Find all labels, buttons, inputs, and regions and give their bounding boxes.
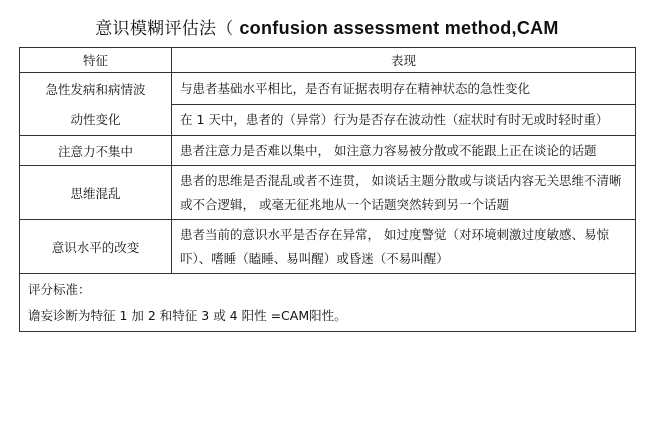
- description-cell: 在 1 天中，患者的（异常）行为是否存在波动性（症状时有时无或时轻时重）: [172, 104, 636, 136]
- title-english: confusion assessment method,CAM: [239, 18, 559, 38]
- title-chinese: 意识模糊评估法（: [95, 19, 234, 39]
- column-header-description: 表现: [172, 48, 636, 73]
- scoring-label: 评分标准：: [28, 282, 91, 297]
- feature-cell: 意识水平的改变: [20, 220, 172, 274]
- table-row: [20, 73, 636, 105]
- feature-cell: 思维混乱: [20, 166, 172, 220]
- feature-label-line2: 动性变化: [70, 112, 121, 127]
- scoring-footer-row: [20, 274, 636, 332]
- column-header-feature: 特征: [20, 48, 172, 73]
- description-cell: 与患者基础水平相比，是否有证据表明存在精神状态的急性变化: [172, 73, 636, 105]
- description-cell: 患者当前的意识水平是否存在异常， 如过度警觉（对环境刺激过度敏感、易惊吓）、嗜睡（瞌睡、易叫醒）或昏迷（不易叫醒）: [172, 220, 636, 274]
- table-header-row: [20, 48, 636, 73]
- scoring-criteria-cell: [20, 274, 636, 332]
- feature-cell: [20, 73, 172, 136]
- scoring-criteria-text: 谵妄诊断为特征 1 加 2 和特征 3 或 4 阳性 =CAM阳性。: [28, 308, 347, 323]
- feature-cell: 注意力不集中: [20, 136, 172, 166]
- table-row: [20, 166, 636, 220]
- cam-table: [19, 47, 636, 332]
- table-row: [20, 136, 636, 166]
- description-cell: 患者注意力是否难以集中， 如注意力容易被分散或不能跟上正在谈论的话题: [172, 136, 636, 166]
- feature-label-line1: 急性发病和病情波: [45, 82, 146, 97]
- description-cell: 患者的思维是否混乱或者不连贯， 如谈话主题分散或与谈话内容无关思维不清晰或不合逻辑， 或毫无征兆地从一个话题突然转到另一个话题: [172, 166, 636, 220]
- table-row: [20, 220, 636, 274]
- document-title: [0, 17, 654, 40]
